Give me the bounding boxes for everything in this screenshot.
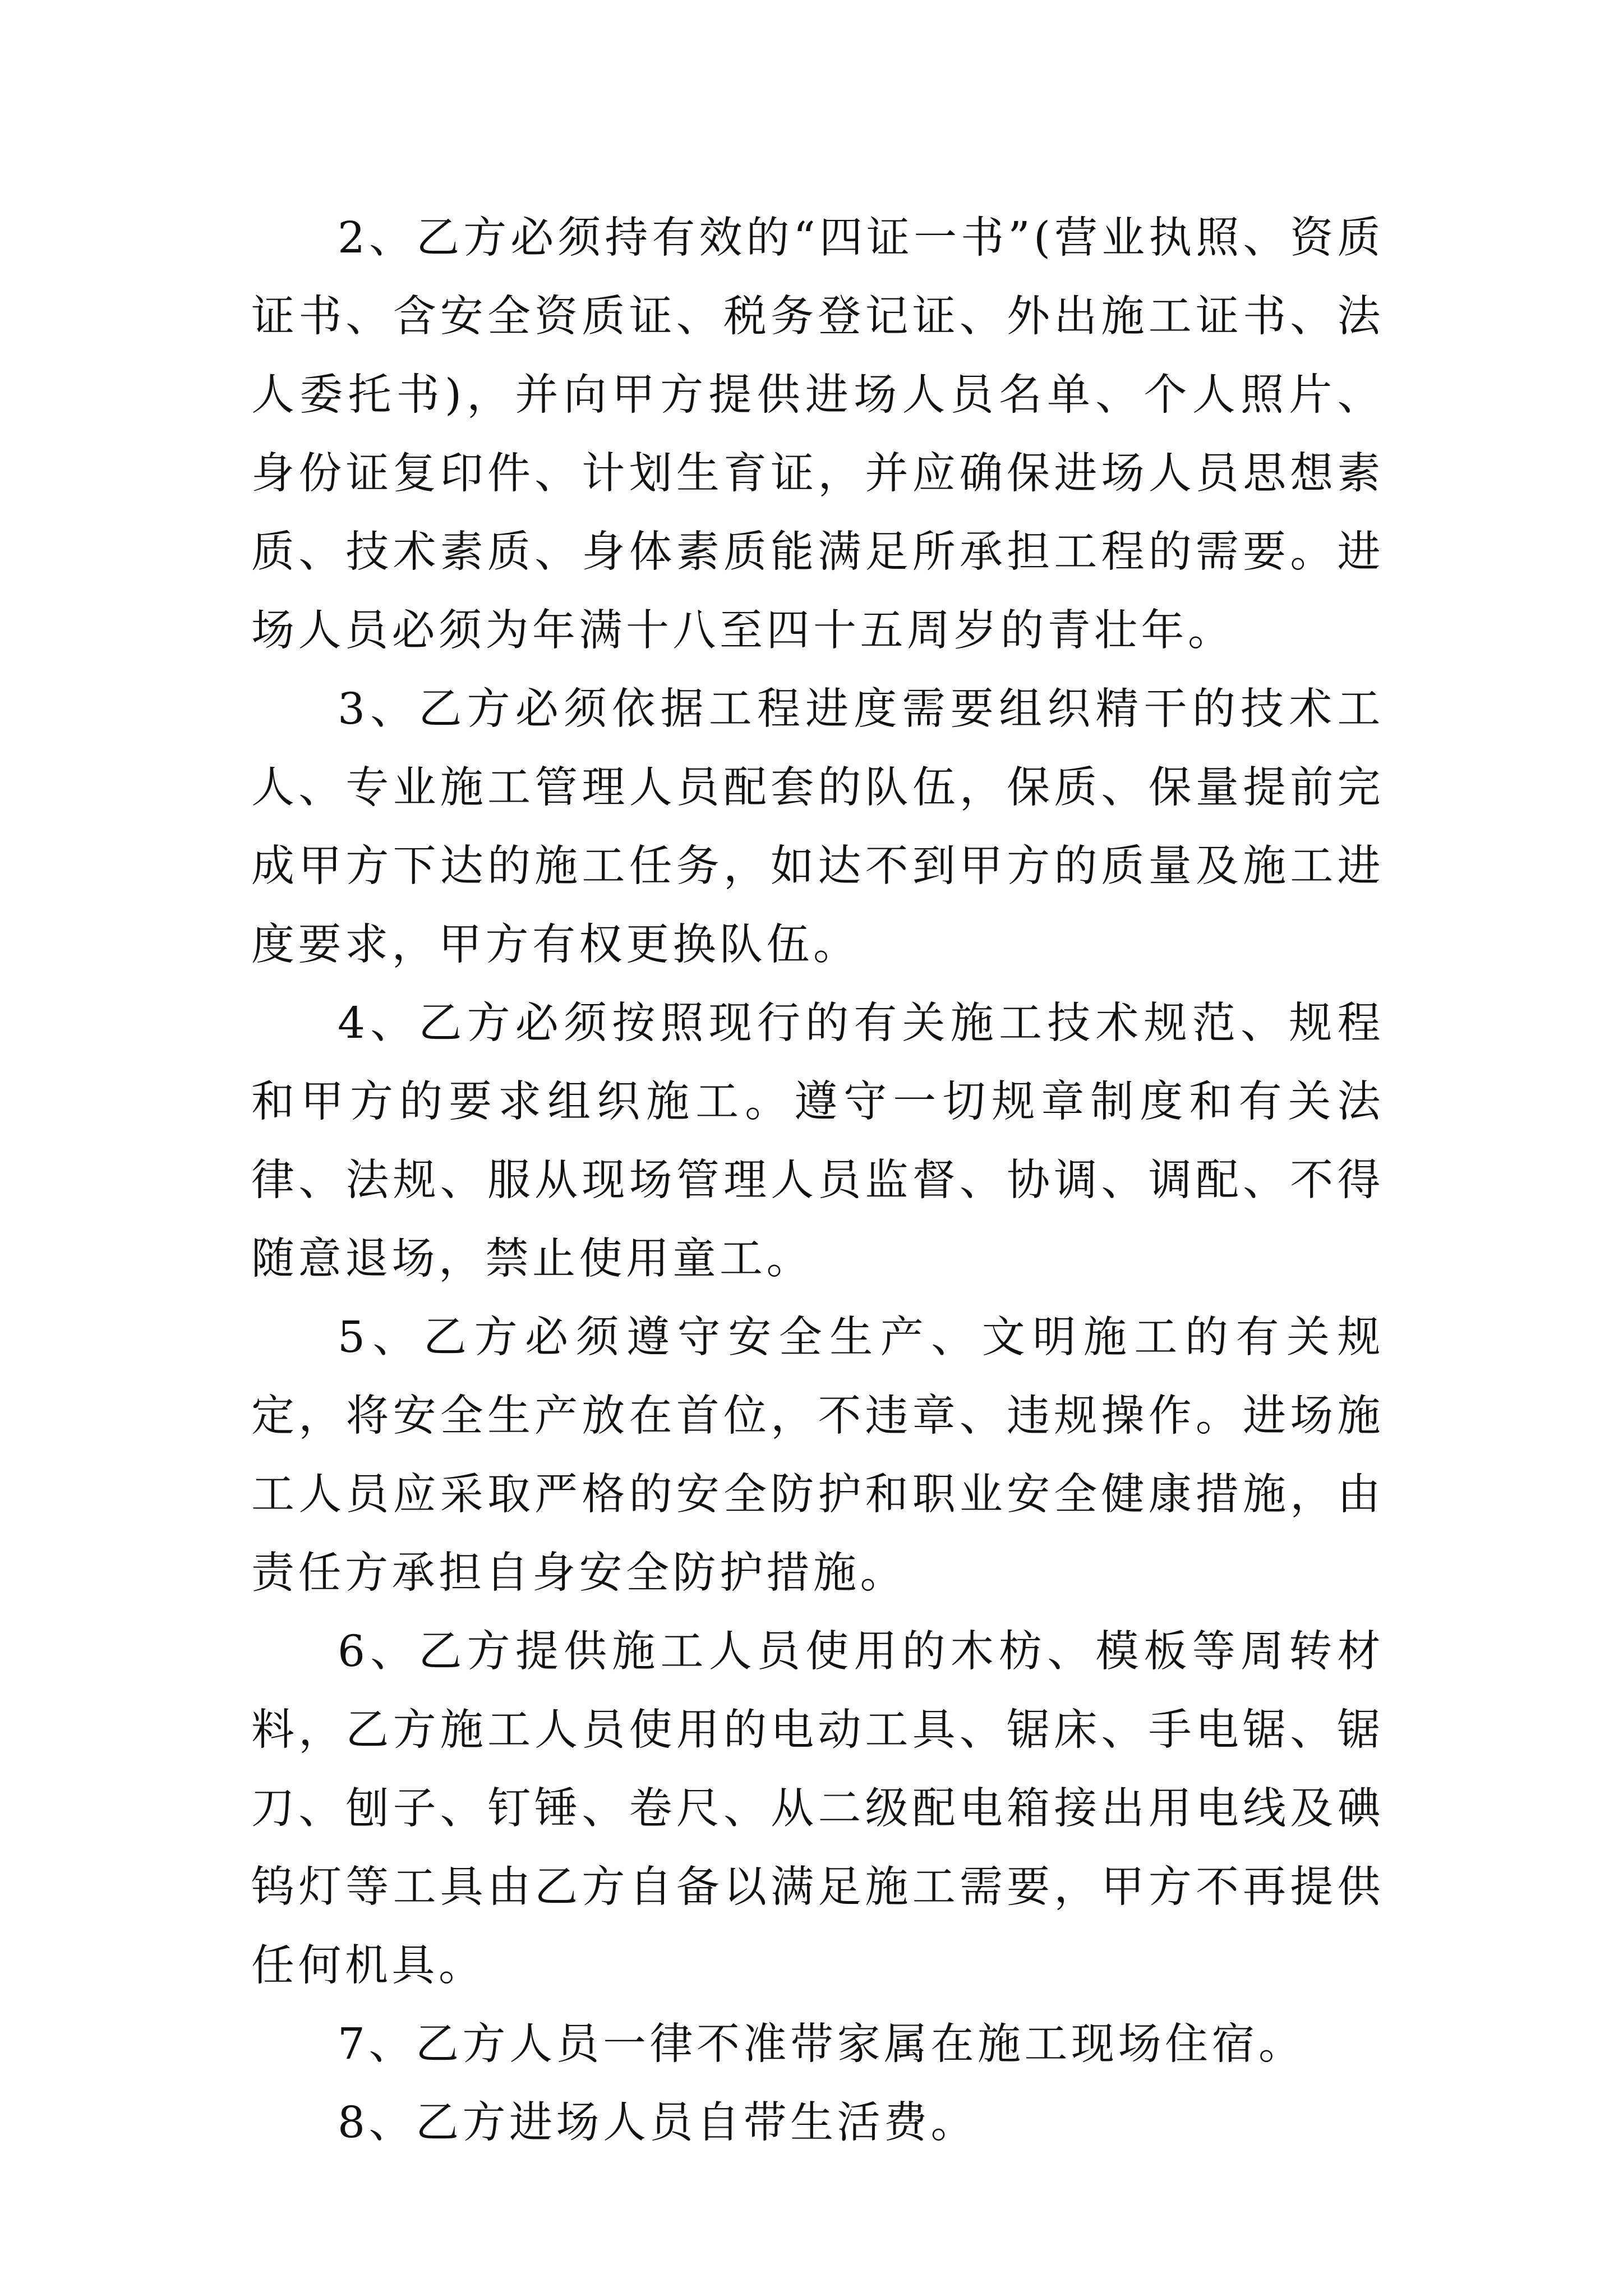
clause-3-paragraph: 3、乙方必须依据工程进度需要组织精干的技术工人、专业施工管理人员配套的队伍，保质、保量提前完成甲方下达的施工任务，如达不到甲方的质量及施工进度要求，甲方有权更换队伍。 — [251, 684, 1384, 970]
clause-2-paragraph: 2、乙方必须持有效的“四证一书”(营业执照、资质证书、含安全资质证、税务登记证、外出施工证书、法人委托书)，并向甲方提供进场人员名单、个人照片、身份证复印件、计划生育证，并应确保进场人员思想素质、技术素质、身体素质能满足所承担工程的需要。进场人员必须为年满十八至四十五周岁的青壮年。 — [251, 213, 1384, 656]
clause-4-paragraph: 4、乙方必须按照现行的有关施工技术规范、规程和甲方的要求组织施工。遵守一切规章制度和有关法律、法规、服从现场管理人员监督、协调、调配、不得随意退场，禁止使用童工。 — [251, 999, 1384, 1284]
clause-5-paragraph: 5、乙方必须遵守安全生产、文明施工的有关规定，将安全生产放在首位，不违章、违规操作。进场施工人员应采取严格的安全防护和职业安全健康措施，由责任方承担自身安全防护措施。 — [251, 1313, 1384, 1598]
clause-7-paragraph: 7、乙方人员一律不准带家属在施工现场住宿。 — [338, 2019, 1306, 2069]
clause-8-paragraph: 8、乙方进场人员自带生活费。 — [338, 2098, 978, 2148]
document-body — [251, 199, 1384, 2162]
clause-6-paragraph: 6、乙方提供施工人员使用的木枋、模板等周转材料，乙方施工人员使用的电动工具、锯床、手电锯、锯刀、刨子、钉锤、卷尺、从二级配电箱接出用电线及碘钨灯等工具由乙方自备以满足施工需要，甲方不再提供任何机具。 — [251, 1627, 1384, 1991]
